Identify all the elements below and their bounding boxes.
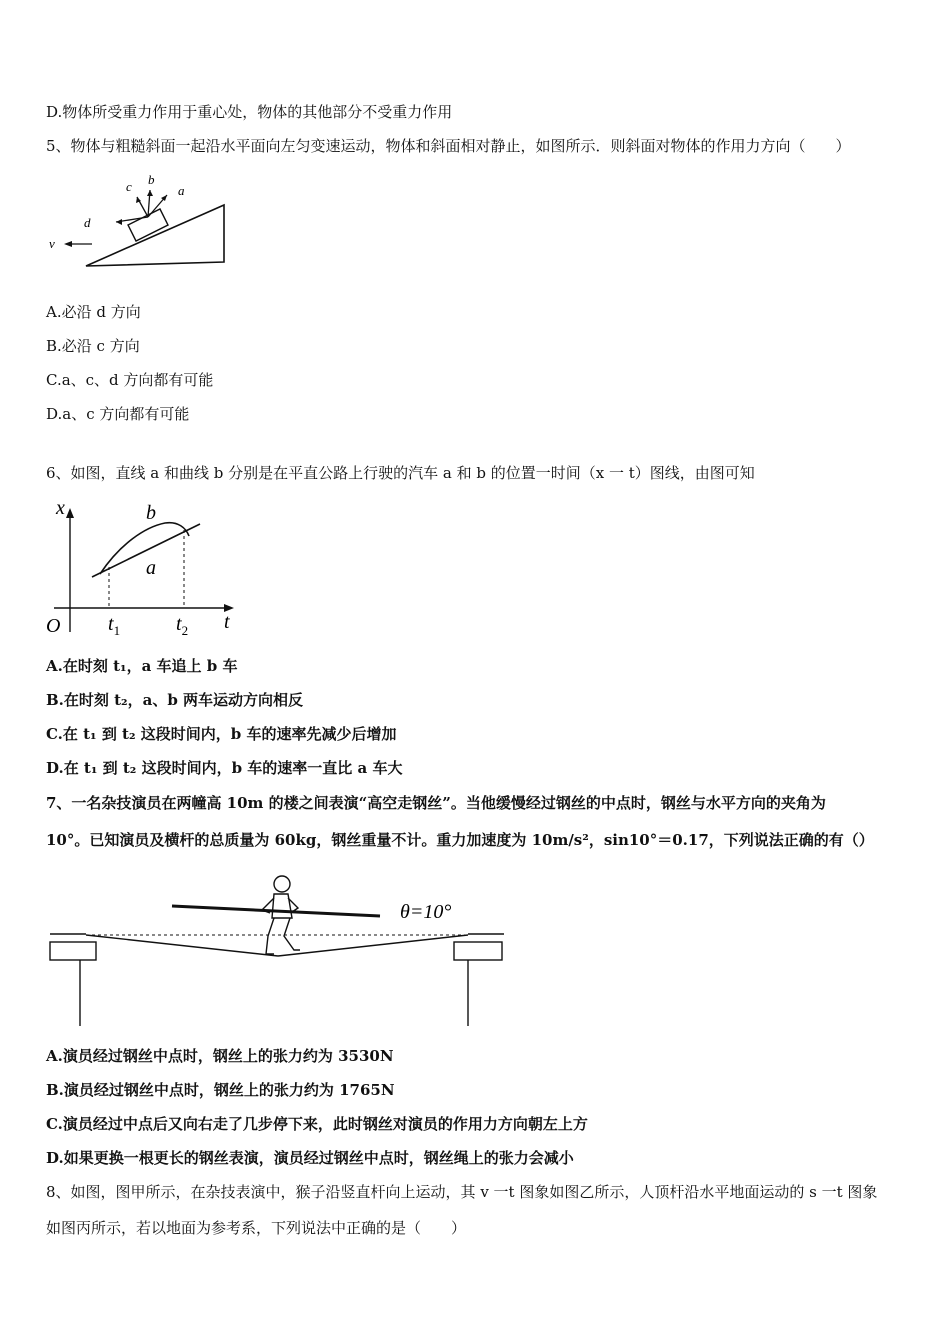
label-t1: $t_1$ (108, 613, 121, 638)
q6-option-c: C.在 t₁ 到 t₂ 这段时间内，b 车的速率先减少后增加 (46, 725, 397, 743)
wire-left (86, 935, 278, 956)
q5-option-c: C.a、c、d 方向都有可能 (46, 371, 214, 389)
q5-option-b: B.必沿 c 方向 (46, 337, 140, 355)
q4-option-d: D.物体所受重力作用于重心处，物体的其他部分不受重力作用 (46, 103, 453, 121)
right-building-ledge (454, 942, 502, 960)
q7-stem-line2: 10°。已知演员及横杆的总质量为 60kg，钢丝重量不计。重力加速度为 10m/s²，sin10°＝0.17，下列说法正确的有（） (46, 831, 874, 849)
label-b: b (148, 172, 155, 187)
q8-stem-line2: 如图丙所示，若以地面为参考系，下列说法中正确的是（ ） (46, 1219, 467, 1237)
q7-option-c: C.演员经过中点后又向右走了几步停下来，此时钢丝对演员的作用力方向朝左上方 (46, 1115, 588, 1133)
label-v: v (49, 236, 55, 251)
q6-xt-graph (40, 494, 250, 644)
label-d: d (84, 215, 91, 230)
q7-option-b: B.演员经过钢丝中点时，钢丝上的张力约为 1765N (46, 1081, 395, 1099)
label-b: b (146, 502, 156, 524)
performer (262, 876, 300, 954)
q7-stem-line1: 7、一名杂技演员在两幢高 10m 的楼之间表演“高空走钢丝”。当他缓慢经过钢丝的中点时，钢丝与水平方向的夹角为 (46, 794, 826, 812)
label-a: a (146, 557, 156, 579)
q6-stem: 6、如图，直线 a 和曲线 b 分别是在平直公路上行驶的汽车 a 和 b 的位置一时间（x 一 t）图线，由图可知 (46, 464, 755, 482)
q6-option-d: D.在 t₁ 到 t₂ 这段时间内，b 车的速率一直比 a 车大 (46, 759, 403, 777)
q8-stem-line1: 8、如图，图甲所示，在杂技表演中，猴子沿竖直杆向上运动，其 v 一t 图象如图乙所示，人顶杆沿水平地面运动的 s 一t 图象 (46, 1183, 878, 1201)
q5-incline-figure (44, 172, 234, 272)
axis-label-t: t (224, 611, 230, 633)
label-c: c (126, 179, 132, 194)
balancing-pole (172, 906, 380, 916)
q6-option-a: A.在时刻 t₁，a 车追上 b 车 (46, 657, 238, 675)
q5-option-d: D.a、c 方向都有可能 (46, 405, 190, 423)
label-a: a (178, 183, 185, 198)
q7-tightrope-figure (48, 866, 508, 1030)
origin-label: O (46, 615, 61, 637)
left-building-ledge (50, 942, 96, 960)
q7-option-d: D.如果更换一根更长的钢丝表演，演员经过钢丝中点时，钢丝绳上的张力会减小 (46, 1149, 574, 1167)
q5-option-a: A.必沿 d 方向 (46, 303, 141, 321)
label-t2: $t_2$ (176, 613, 189, 638)
q7-option-a: A.演员经过钢丝中点时，钢丝上的张力约为 3530N (46, 1047, 394, 1065)
axis-label-x: x (56, 497, 65, 519)
angle-label: θ=10° (400, 901, 452, 923)
incline-wedge (86, 205, 224, 266)
q5-stem: 5、物体与粗糙斜面一起沿水平面向左匀变速运动，物体和斜面相对静止，如图所示．则斜面对物体的作用力方向（ ） (46, 137, 851, 155)
wire-right (278, 935, 468, 956)
q6-option-b: B.在时刻 t₂，a、b 两车运动方向相反 (46, 691, 304, 709)
